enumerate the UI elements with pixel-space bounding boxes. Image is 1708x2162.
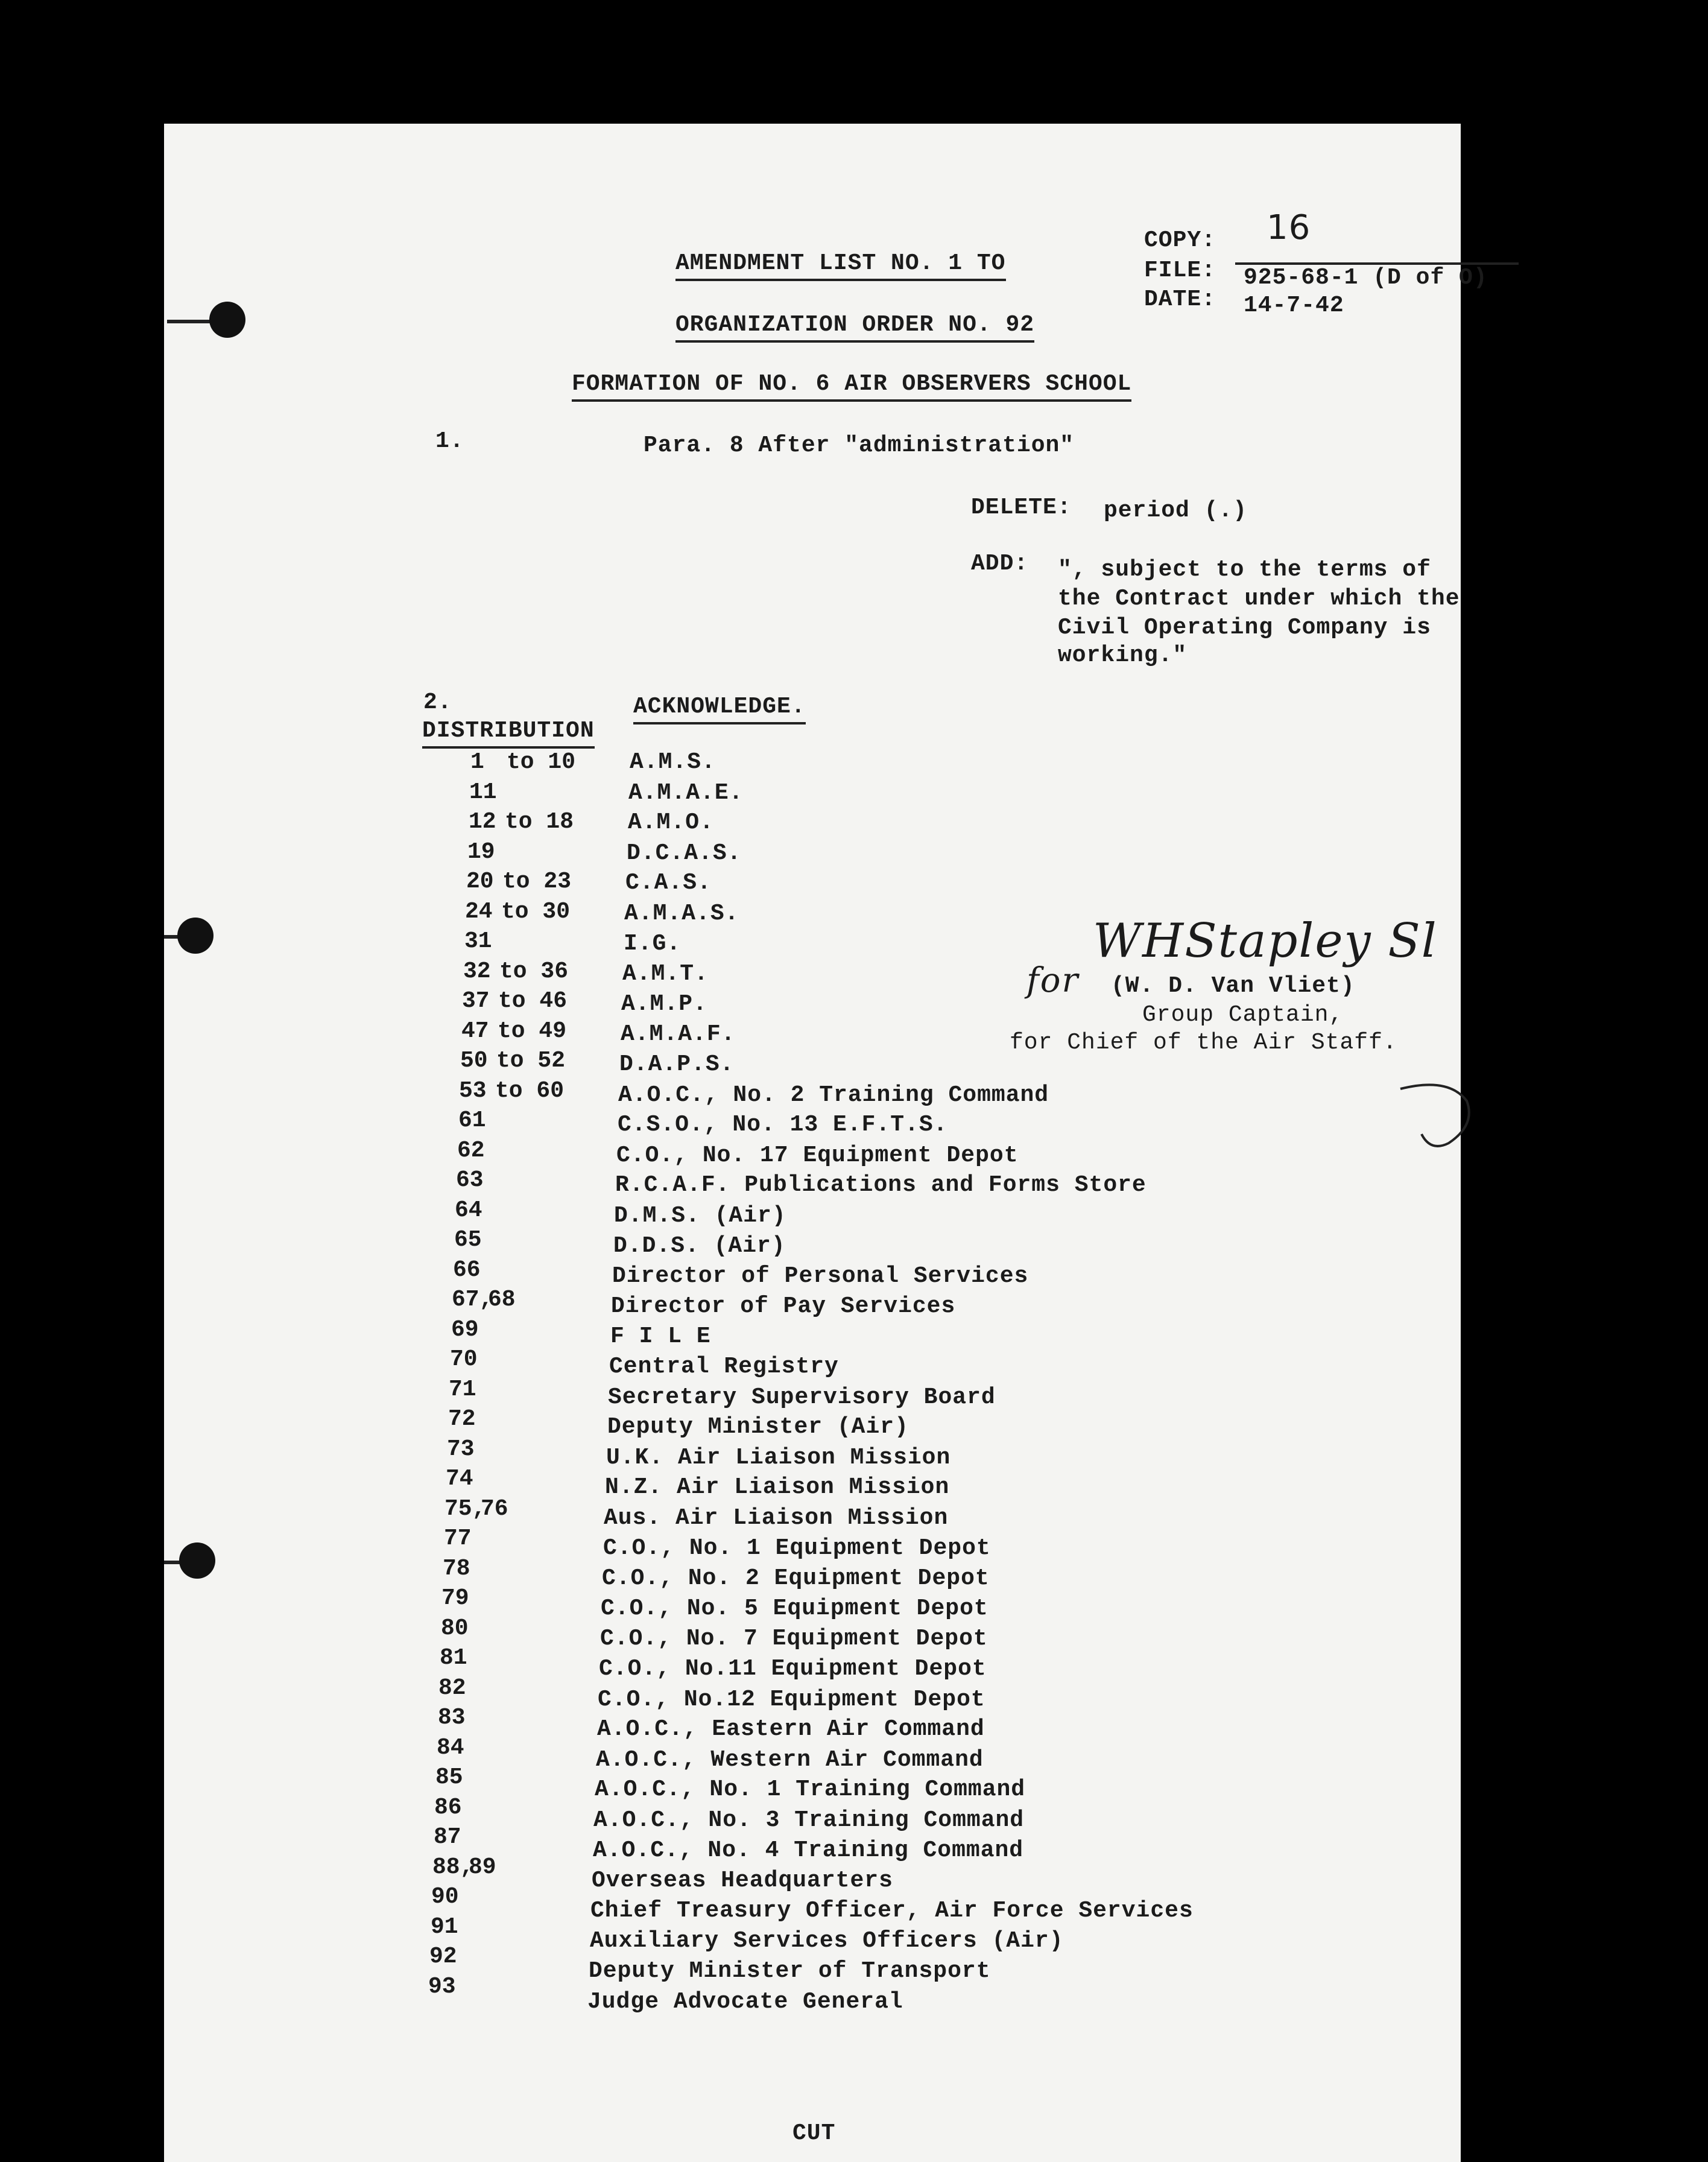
distribution-recipient: A.O.C., No. 2 Training Command (618, 1082, 1049, 1108)
distribution-range: to 46 (498, 988, 568, 1014)
distribution-number: 92 (429, 1944, 457, 1970)
file-value: 925-68-1 (D of O) (1244, 265, 1488, 291)
distribution-recipient: A.M.A.S. (624, 900, 739, 927)
distribution-number: 78 (443, 1555, 470, 1582)
distribution-number: 53 (459, 1077, 487, 1104)
distribution-range: 68 (488, 1287, 516, 1313)
distribution-recipient: A.O.C., Eastern Air Command (597, 1716, 985, 1742)
distribution-number: 79 (441, 1585, 469, 1611)
distribution-recipient: I.G. (624, 931, 682, 957)
delete-label: DELETE: (971, 495, 1072, 521)
distribution-number: 84 (437, 1734, 464, 1761)
punch-hole (209, 302, 245, 338)
distribution-number: 80 (441, 1615, 469, 1641)
distribution-recipient: C.S.O., No. 13 E.F.T.S. (618, 1112, 948, 1138)
distribution-recipient: A.O.C., No. 4 Training Command (593, 1837, 1024, 1863)
pen-mark (1394, 1077, 1485, 1155)
distribution-recipient: C.O., No.11 Equipment Depot (599, 1656, 987, 1682)
distribution-recipient: Director of Personal Services (612, 1263, 1029, 1289)
distribution-number: 31 (464, 928, 492, 954)
add-line: Civil Operating Company is (1058, 615, 1431, 641)
distribution-number: 65 (454, 1227, 482, 1253)
distribution-number: 11 (469, 779, 497, 805)
distribution-number: 12 (469, 809, 496, 835)
amendment-title: AMENDMENT LIST NO. 1 TO (675, 250, 1006, 276)
document-page (164, 124, 1488, 2162)
date-value: 14-7-42 (1244, 293, 1344, 319)
distribution-range: to 52 (496, 1048, 566, 1074)
distribution-recipient: Judge Advocate General (587, 1988, 903, 2015)
distribution-range: to 30 (501, 898, 571, 925)
signature-prefix: for (1026, 961, 1080, 1000)
signatory-rank: Group Captain, (1142, 1002, 1344, 1028)
distribution-number: 93 (428, 1973, 456, 2000)
signatory-name: (W. D. Van Vliet) (1111, 973, 1355, 999)
signature: WHStapley Sl (1093, 914, 1438, 968)
add-line: ", subject to the terms of (1058, 557, 1431, 583)
distribution-recipient: A.O.C., No. 1 Training Command (595, 1777, 1026, 1802)
distribution-number: 69 (451, 1316, 479, 1343)
distribution-recipient: C.O., No. 17 Equipment Depot (616, 1142, 1019, 1168)
distribution-recipient: D.D.S. (Air) (613, 1233, 786, 1259)
distribution-number: 77 (444, 1526, 472, 1552)
distribution-recipient: Director of Pay Services (611, 1293, 956, 1319)
distribution-recipient: A.M.A.E. (628, 779, 744, 806)
punch-hole (179, 1542, 215, 1579)
distribution-recipient: C.O., No.12 Equipment Depot (598, 1686, 985, 1713)
copy-value: 16 (1267, 208, 1311, 247)
distribution-range: 89 (469, 1854, 496, 1880)
distribution-number: 74 (446, 1466, 473, 1492)
distribution-range: to 10 (507, 749, 576, 775)
distribution-recipient: A.M.T. (622, 960, 709, 987)
distribution-number: 90 (431, 1884, 459, 1910)
distribution-recipient: Aus. Air Liaison Mission (604, 1504, 949, 1531)
distribution-range: to 36 (499, 958, 569, 984)
distribution-number: 70 (450, 1346, 478, 1372)
distribution-recipient: Secretary Supervisory Board (608, 1384, 996, 1410)
distribution-recipient: D.A.P.S. (619, 1051, 735, 1077)
distribution-recipient: R.C.A.F. Publications and Forms Store (615, 1172, 1147, 1198)
distribution-recipient: F I L E (610, 1323, 711, 1349)
distribution-recipient: D.M.S. (Air) (614, 1202, 786, 1229)
distribution-number: 37 (462, 988, 490, 1014)
distribution-number: 72 (448, 1406, 476, 1432)
distribution-number: 47 (461, 1018, 489, 1044)
distribution-number: 50 (460, 1048, 488, 1074)
distribution-recipient: A.M.A.F. (621, 1021, 736, 1047)
add-line: working." (1058, 642, 1188, 668)
distribution-number: 71 (449, 1376, 476, 1403)
continued-mark: CUT (792, 2120, 836, 2146)
distribution-recipient: A.O.C., Western Air Command (596, 1746, 984, 1773)
distribution-recipient: C.O., No. 1 Equipment Depot (603, 1535, 991, 1561)
distribution-number: 32 (463, 958, 491, 984)
punch-hole (177, 918, 214, 954)
para1-number: 1. (435, 428, 464, 454)
distribution-number: 82 (438, 1675, 466, 1701)
distribution-recipient: C.O., No. 5 Equipment Depot (601, 1596, 988, 1621)
para2-number: 2. (423, 689, 452, 715)
distribution-number: 20 (466, 869, 494, 895)
distribution-recipient: C.A.S. (625, 870, 712, 896)
distribution-range: to 18 (505, 809, 574, 835)
distribution-number: 1 (470, 749, 484, 775)
distribution-number: 91 (431, 1913, 458, 1940)
distribution-recipient: Auxiliary Services Officers (Air) (590, 1927, 1064, 1954)
signatory-title: for Chief of the Air Staff. (1010, 1030, 1397, 1056)
distribution-number: 75, (444, 1495, 486, 1522)
distribution-recipient: A.M.O. (628, 810, 714, 835)
date-label: DATE: (1144, 287, 1216, 312)
distribution-number: 83 (438, 1705, 466, 1731)
acknowledge: ACKNOWLEDGE. (633, 694, 806, 720)
distribution-recipient: Deputy Minister (Air) (607, 1414, 909, 1440)
distribution-recipient: U.K. Air Liaison Mission (606, 1444, 951, 1471)
distribution-number: 86 (434, 1794, 462, 1821)
distribution-range: to 49 (498, 1018, 567, 1044)
formation-title: FORMATION OF NO. 6 AIR OBSERVERS SCHOOL (572, 371, 1131, 397)
distribution-recipient: Chief Treasury Officer, Air Force Services (590, 1898, 1194, 1924)
distribution-number: 64 (455, 1197, 482, 1223)
distribution-number: 24 (465, 898, 493, 925)
distribution-number: 61 (458, 1108, 486, 1133)
distribution-recipient: A.O.C., No. 3 Training Command (593, 1807, 1025, 1833)
para1-text: Para. 8 After "administration" (644, 433, 1075, 458)
distribution-recipient: Deputy Minister of Transport (589, 1958, 991, 1984)
copy-label: COPY: (1144, 227, 1216, 253)
distribution-recipient: A.M.P. (621, 991, 707, 1017)
file-label: FILE: (1144, 258, 1216, 284)
order-title: ORGANIZATION ORDER NO. 92 (675, 312, 1034, 338)
distribution-number: 88, (432, 1854, 474, 1880)
distribution-number: 67, (452, 1287, 493, 1313)
distribution-recipient: Central Registry (609, 1354, 839, 1380)
distribution-recipient: D.C.A.S. (627, 840, 742, 866)
distribution-number: 19 (467, 838, 495, 865)
distribution-number: 63 (456, 1167, 484, 1193)
distribution-number: 73 (447, 1436, 475, 1462)
distribution-range: 76 (481, 1495, 508, 1522)
distribution-number: 87 (434, 1824, 461, 1850)
distribution-range: to 23 (502, 869, 572, 895)
distribution-recipient: C.O., No. 7 Equipment Depot (600, 1625, 988, 1652)
distribution-recipient: N.Z. Air Liaison Mission (605, 1474, 950, 1500)
add-label: ADD: (971, 551, 1029, 577)
distribution-number: 81 (440, 1645, 467, 1671)
distribution-number: 62 (457, 1137, 485, 1164)
distribution-number: 85 (435, 1764, 463, 1790)
distribution-heading: DISTRIBUTION (422, 718, 595, 744)
distribution-number: 66 (453, 1257, 481, 1283)
distribution-recipient: Overseas Headquarters (592, 1867, 893, 1894)
distribution-recipient: A.M.S. (630, 749, 716, 775)
distribution-recipient: C.O., No. 2 Equipment Depot (602, 1565, 990, 1591)
delete-value: period (.) (1104, 498, 1248, 524)
distribution-range: to 60 (495, 1077, 565, 1104)
hole-mark (167, 320, 215, 323)
add-line: the Contract under which the (1058, 586, 1460, 612)
